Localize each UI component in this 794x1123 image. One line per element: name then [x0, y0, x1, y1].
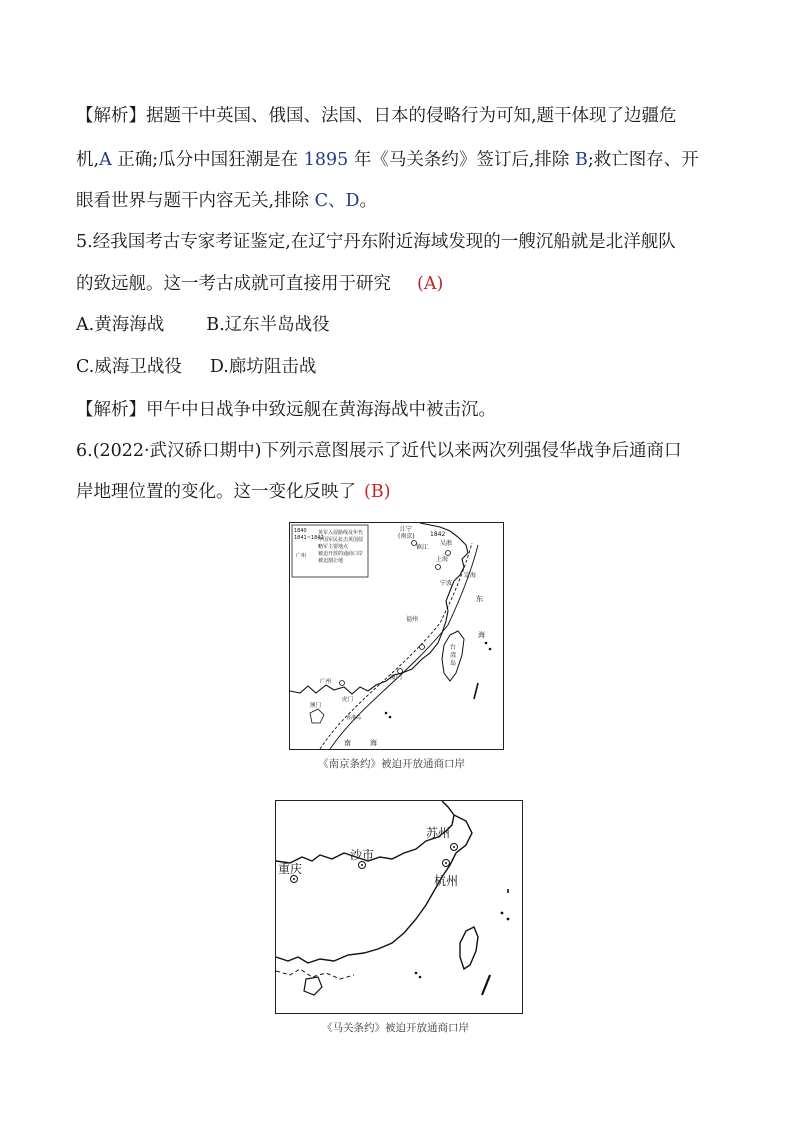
- q5-option-c: C.威海卫战役: [76, 357, 182, 377]
- map1-caption: 《南京条约》被迫开放通商口岸: [318, 758, 465, 770]
- q5-option-d: D.廊坊阻击战: [209, 357, 317, 377]
- label-guangzhou: 广州: [320, 679, 332, 685]
- q5-analysis: 【解析】甲午中日战争中致远舰在黄海海战中被击沉。: [76, 400, 496, 420]
- label-fuzhou: 福州: [406, 616, 419, 623]
- legend-year-1841: 1841~1842: [294, 535, 324, 541]
- legend-ports: 被迫开放的通商口岸: [318, 551, 364, 557]
- q6-stem-line2: 岸地理位置的变化。这一变化反映了 (B): [76, 482, 391, 502]
- label-sea: 海: [478, 631, 485, 639]
- q6-answer: (B): [364, 482, 391, 502]
- q5-options-row2: [76, 355, 316, 379]
- analysis-tag: 【解析】: [76, 106, 146, 126]
- label-nanjing: (南京): [398, 533, 415, 540]
- label-sea-2: 海: [370, 739, 377, 747]
- legend-route: 英军入侵路线及年代: [318, 530, 364, 536]
- label-hangzhou: 杭州: [434, 874, 459, 888]
- map-nanjing-svg: [290, 523, 503, 749]
- label-jiangning: 江宁: [400, 526, 413, 533]
- label-shanghai: 上海: [436, 556, 449, 563]
- q4-analysis-line2: 机,A 正确;瓜分中国狂潮是在 1895 年《马关条约》签订后,排除 B;救亡图存、开: [76, 150, 699, 170]
- label-tai: 台: [450, 644, 457, 651]
- q5-stem-line2: 的致远舰。这一考古成就可直接用于研究 (A): [76, 274, 444, 294]
- q5-options-row1: [76, 313, 330, 337]
- legend-ceded: 被迫割让地: [318, 558, 344, 564]
- legend-resist-2: 略军主要地点: [318, 544, 349, 550]
- map-shimonoseki-treaty: [275, 800, 523, 1014]
- label-humen: 虎门: [342, 697, 354, 703]
- analysis-tag: 【解析】: [76, 400, 146, 420]
- q5-option-b: B.辽东半岛战役: [206, 315, 330, 335]
- label-chongqing: 重庆: [278, 862, 303, 876]
- label-aomen: 澳门: [310, 703, 322, 709]
- map2-caption: 《马关条约》被迫开放通商口岸: [322, 1022, 469, 1034]
- label-east: 东: [476, 595, 483, 603]
- q5-option-a: A.黄海海战: [76, 315, 165, 335]
- map-nanjing-treaty: [289, 522, 504, 750]
- label-suzhou: 苏州: [426, 826, 451, 840]
- label-dao: 岛: [450, 660, 457, 667]
- label-wan: 湾: [450, 652, 457, 659]
- legend-resist: 中国军民抗击英国侵: [318, 537, 364, 543]
- legend-year-1840: 1840: [294, 528, 307, 534]
- q5-stem-line1: 5.经我国考古专家考证鉴定,在辽宁丹东附近海域发现的一艘沉船就是北洋舰队: [76, 232, 676, 252]
- label-dinghai: 定海: [464, 572, 477, 579]
- label-south: 南: [344, 739, 351, 747]
- label-1842: 1842: [430, 531, 446, 538]
- legend-guangzhou: 广州: [296, 553, 307, 559]
- label-xiamen: 厦门: [390, 674, 403, 681]
- q4-analysis-line1: 【解析】据题干中英国、俄国、法国、日本的侵略行为可知,题干体现了边疆危: [76, 106, 677, 126]
- q5-answer: (A): [417, 274, 444, 294]
- label-wusong: 吴淞: [440, 540, 453, 547]
- label-shashi: 沙市: [350, 848, 375, 862]
- q4-analysis-line3: 眼看世界与题干内容无关,排除 C、D。: [76, 191, 378, 211]
- label-hongkong: 香港岛: [346, 715, 362, 721]
- label-ningbo: 宁波: [440, 580, 453, 587]
- label-zhenjiang: 镇江: [416, 544, 429, 551]
- q6-stem-line1: 6.(2022·武汉硚口期中)下列示意图展示了近代以来两次列强侵华战争后通商口: [76, 441, 682, 461]
- map-shimonoseki-svg: [276, 801, 522, 1013]
